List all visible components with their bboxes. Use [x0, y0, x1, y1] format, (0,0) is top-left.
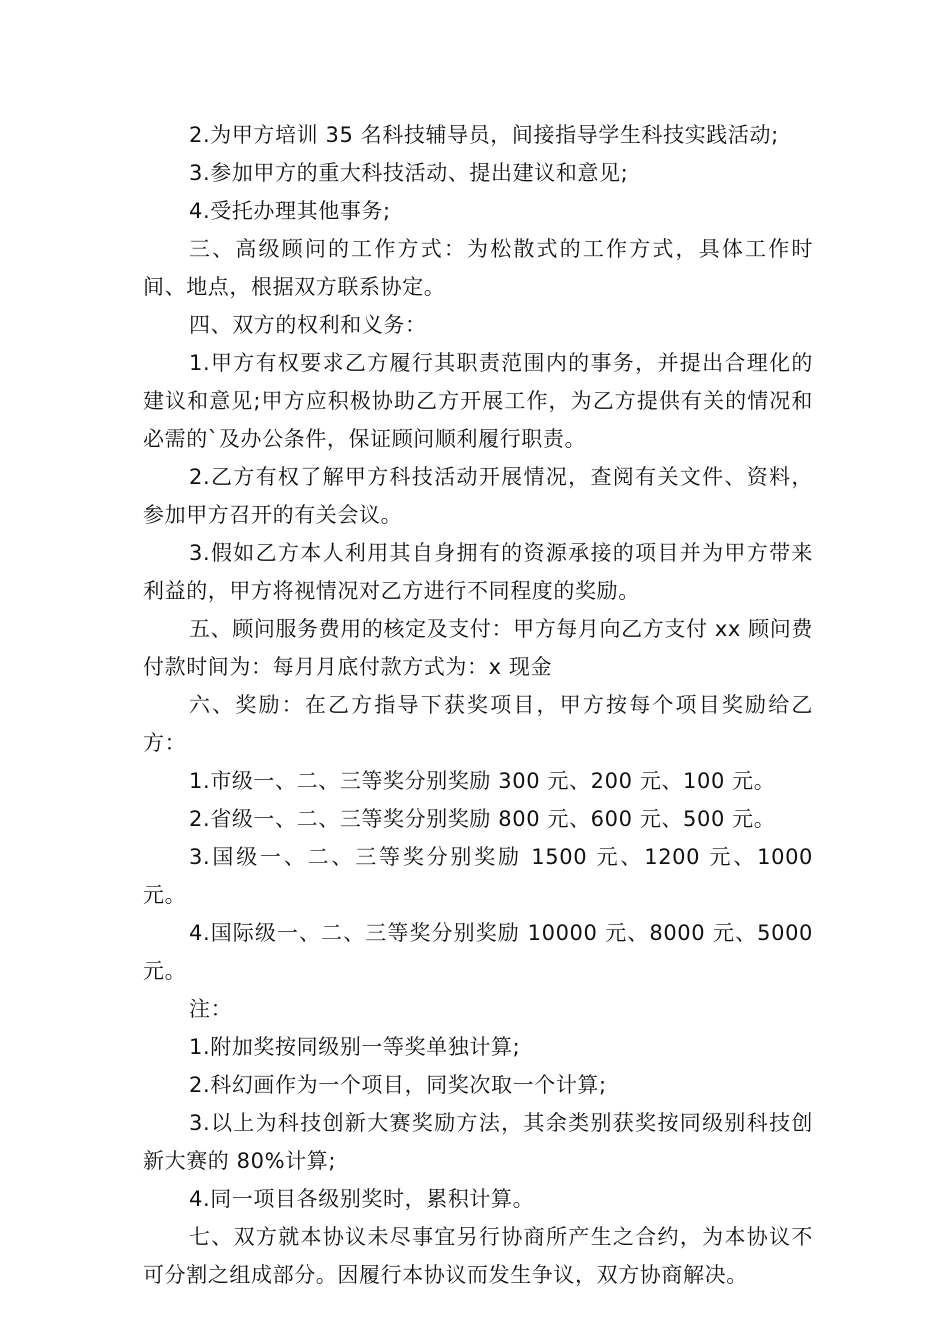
note-3: 3.以上为科技创新大赛奖励方法，其余类别获奖按同级别科技创新大赛的 80%计算;	[143, 1111, 813, 1173]
paragraph-rights-1: 1.甲方有权要求乙方履行其职责范围内的事务，并提出合理化的建议和意见;甲方应积极协助乙方开展工作，为乙方提供有关的情况和必需的`及办公条件，保证顾问顺利履行职责。	[143, 351, 813, 451]
section-5-fees: 五、顾问服务费用的核定及支付：甲方每月向乙方支付 xx 顾问费付款时间为：每月月底付款方式为：x 现金	[143, 617, 813, 679]
paragraph-duty-4: 4.受托办理其他事务;	[189, 199, 391, 223]
document-body	[143, 116, 813, 1294]
note-1: 1.附加奖按同级别一等奖单独计算;	[189, 1035, 521, 1059]
note-4: 4.同一项目各级别奖时，累积计算。	[189, 1187, 535, 1211]
section-6-rewards: 六、奖励：在乙方指导下获奖项目，甲方按每个项目奖励给乙方：	[143, 693, 813, 755]
section-7-supplementary: 七、双方就本协议未尽事宜另行协商所产生之合约，为本协议不可分割之组成部分。因履行本协议而发生争议，双方协商解决。	[143, 1225, 813, 1287]
paragraph-duty-2: 2.为甲方培训 35 名科技辅导员，间接指导学生科技实践活动;	[189, 123, 779, 147]
paragraph-rights-3: 3.假如乙方本人利用其自身拥有的资源承接的项目并为甲方带来利益的，甲方将视情况对乙方进行不同程度的奖励。	[143, 541, 813, 603]
section-4-heading: 四、双方的权利和义务：	[189, 313, 427, 337]
paragraph-duty-3: 3.参加甲方的重大科技活动、提出建议和意见;	[189, 161, 629, 185]
reward-national-level: 3.国级一、二、三等奖分别奖励 1500 元、1200 元、1000 元。	[143, 845, 813, 907]
reward-city-level: 1.市级一、二、三等奖分别奖励 300 元、200 元、100 元。	[189, 769, 776, 793]
note-2: 2.科幻画作为一个项目，同奖次取一个计算;	[189, 1073, 607, 1097]
reward-province-level: 2.省级一、二、三等奖分别奖励 800 元、600 元、500 元。	[189, 807, 776, 831]
paragraph-rights-2: 2.乙方有权了解甲方科技活动开展情况，查阅有关文件、资料，参加甲方召开的有关会议。	[143, 465, 813, 527]
reward-international-level: 4.国际级一、二、三等奖分别奖励 10000 元、8000 元、5000 元。	[143, 921, 813, 983]
note-heading: 注：	[189, 997, 233, 1021]
section-3-work-method: 三、高级顾问的工作方式：为松散式的工作方式，具体工作时间、地点，根据双方联系协定。	[143, 237, 813, 299]
